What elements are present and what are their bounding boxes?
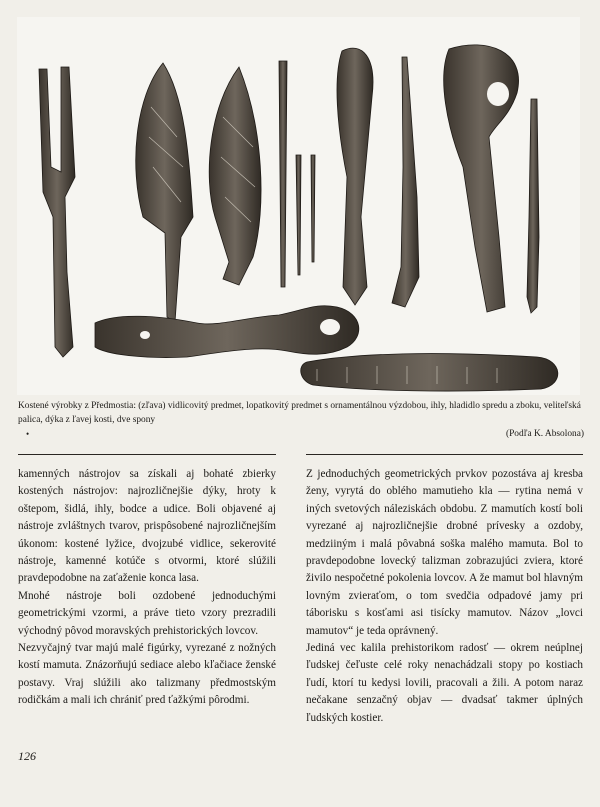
needle-short-2 — [311, 155, 315, 262]
right-column-rule — [306, 454, 583, 455]
left-paragraph: kamenných nástrojov sa získali aj bohaté zbierky kostených nástrojov: najrozličnejšie dýky, hroty k oštepom, šidlá, ihly, bodce a udice. Boli objavené aj nástroje zvláštnych tvarov, prispôsobené najrozličnejším úkonom: kostené lyžice, dvojzubé vidlice, sekerovité nástroje, kamenné kotúče s otvormi, ktoré slúžili pravdepodobne na zaťaženie konca lasa. — [18, 468, 276, 585]
smoother-front — [337, 48, 373, 305]
dagger — [527, 99, 539, 313]
needle-long — [279, 61, 287, 287]
left-column-rule — [18, 454, 276, 455]
figure-caption: Kostené výrobky z Předmostia: (zľava) vidlicovitý predmet, lopatkovitý predmet s ornamentálnou výzdobou, ihly, hladidlo spredu a zboku, veliteľská palica, dýka z ľavej kosti, dve spony • (Podľa K. Absolona) — [18, 400, 584, 442]
right-column — [306, 466, 583, 727]
bone-tools-illustration — [17, 17, 580, 395]
pin-1 — [95, 306, 359, 358]
smoother-side — [392, 57, 419, 307]
leaf-ornamented-object — [209, 67, 261, 285]
pin-2 — [301, 354, 558, 392]
command-staff — [444, 45, 519, 312]
caption-text: Kostené výrobky z Předmostia: (zľava) vidlicovitý predmet, lopatkovitý predmet s ornamentálnou výzdobou, ihly, hladidlo spredu a zboku, veliteľská palica, dýka z ľavej kosti, dve spony — [18, 401, 581, 425]
ornamented-spatula — [136, 63, 193, 322]
page-number: 126 — [18, 749, 36, 763]
right-paragraph: Jediná vec kalila prehistorikom radosť — okrem neúplnej ľudskej čeľuste celé roky nenachádzali stopy po kostiach ľudí, ktorí tu kedysi lovili, pracovali a žili. A potom naraz nečakane senzačný objav — dvadsať takmer úplných ľudských kostier. — [306, 642, 583, 724]
figure-credit: (Podľa K. Absolona) — [505, 428, 584, 439]
left-paragraph: Mnohé nástroje boli ozdobené jednoduchými geometrickými vzormi, a práve tieto vzory prezradili východný pôvod moravských prehistorických lovcov. — [18, 589, 276, 637]
needle-short-1 — [296, 155, 301, 275]
left-paragraph: Nezvyčajný tvar majú malé figúrky, vyrezané z nožných kostí mamuta. Znázorňujú sediace alebo kľačiace ženské postavy. Vraj slúžili ako talizmany předmostským rodičkám a mali ich chrániť pred ťažkými pôrodmi. — [18, 642, 276, 707]
forked-object — [39, 67, 75, 357]
left-column — [18, 466, 276, 710]
right-paragraph: Z jednoduchých geometrických prvkov pozostáva aj kresba ženy, vyrytá do oblého mamutieho kla — rytina nemá v iných svetových náleziskách obdobu. Z mamutích kostí boli vyrezané aj najrozličnejšie drobné prívesky a ozdoby, medziiným i malá pôvabná soška malého mamuta. Bol to pravdepodobne lovecký talizman zobrazujúci zviera, ktoré živilo nespočetné pokolenia lovcov. A že mamut bol hlavným lovným zvieraťom, o tom svedčia odpadové jamy pri táborisku s kosťami asi tisícky mamutov. Názov „lovci mamutov“ je teda oprávnený. — [306, 468, 583, 637]
artifacts-photo — [17, 17, 580, 395]
